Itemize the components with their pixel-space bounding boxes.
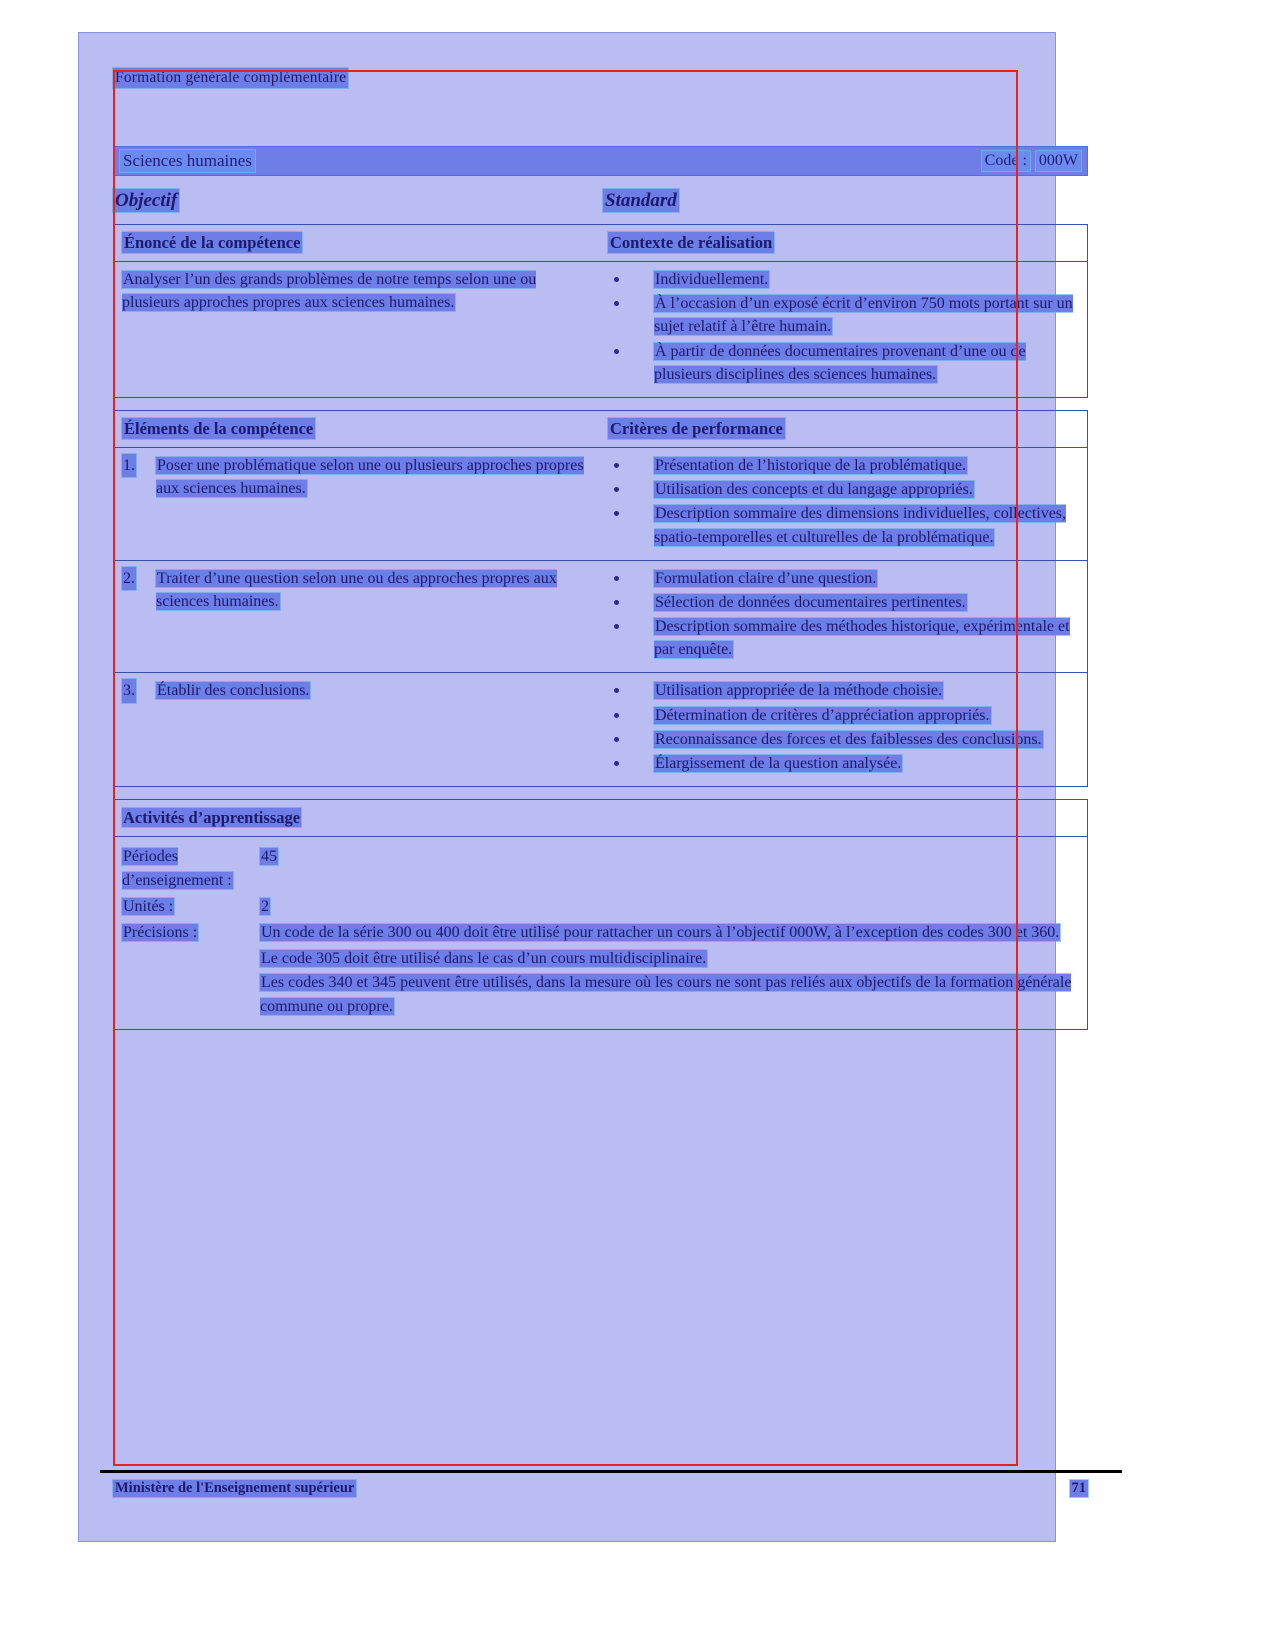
criteres-header-label: Critères de performance [610,418,783,438]
precisions-value-cell: Un code de la série 300 ou 400 doit être utilisé pour rattacher un cours à l’objectif 000W, à l’exception des codes 300 et 360. [261,924,1060,942]
list-item: À partir de données documentaires provenant d’une ou de plusieurs disciplines des sciences humaines. [608,340,1079,386]
list-item: Sélection de données documentaires pertinentes. [608,591,1079,614]
list-item: À l’occasion d’un exposé écrit d’environ 750 mots portant sur un sujet relatif à l’être humain. [608,292,1079,338]
table-row [114,673,1087,786]
periods-value-cell: 45 [261,848,277,866]
course-title-bar [113,146,1088,176]
list-item: Formulation claire d’une question. [608,567,1079,590]
element-cell: 2. Traiter d’une question selon une ou des approches propres aux sciences humaines. [114,561,604,673]
periods-label-cell: Périodes d’enseignement : [122,848,232,890]
units-line [122,895,1079,919]
units-label-cell: Unités : [123,898,174,916]
course-code [982,151,1081,171]
precisions-line-2: Le code 305 doit être utilisé dans le cas d’un cours multidisciplinaire. [261,950,707,968]
competence-statement: Analyser l’un des grands problèmes de notre temps selon une ou plusieurs approches propres aux sciences humaines. [122,271,537,312]
standard-cell [603,190,679,212]
periods-line [122,845,1079,893]
objectif-label: Objectif [115,190,178,211]
competence-context-cell [604,262,1087,397]
context-list [608,268,1079,386]
elements-header-right [604,411,1087,447]
precisions-line-3: Les codes 340 et 345 peuvent être utilisés, dans la mesure où les cours ne sont pas reliés aux objectifs de la formation générale commune ou propre. [260,974,1072,1016]
activities-body [114,837,1087,1029]
elements-header-row [114,411,1087,448]
list-item: Individuellement. [608,268,1079,291]
elements-header-label: Éléments de la compétence [124,418,314,438]
list-item: Détermination de critères d’appréciation appropriés. [608,704,1079,727]
competence-header-left [114,225,604,261]
standard-label: Standard [605,190,677,211]
activities-table [113,799,1088,1030]
objectif-standard-row [113,190,1018,212]
enonce-header-label: Énoncé de la compétence [124,233,301,252]
activities-header [114,800,1087,837]
page-number: 71 [1071,1480,1086,1496]
competence-body-row [114,262,1087,397]
list-item: Description sommaire des méthodes historique, expérimentale et par enquête. [608,615,1079,661]
competence-table [113,224,1088,398]
units-value-cell: 2 [261,898,269,916]
competence-statement-cell [114,262,604,397]
objectif-cell [113,190,603,212]
course-title: Sciences humaines [120,150,255,172]
list-item: Élargissement de la question analysée. [608,752,1079,775]
list-item: Utilisation des concepts et du langage appropriés. [608,478,1079,501]
activities-header-label: Activités d’apprentissage [123,808,301,828]
precisions-line [122,921,1079,945]
document-kicker [113,68,1088,88]
document-content [113,68,1088,1030]
kicker-text: Formation générale complémentaire [115,69,347,86]
criteria-cell [604,673,1087,786]
criteria-cell [604,448,1087,560]
elements-header-left [114,411,604,447]
table-row [114,561,1087,674]
criteria-cell [604,561,1087,673]
element-cell: 1. Poser une problématique selon une ou plusieurs approches propres aux sciences humaines. [114,448,604,560]
footer-divider [100,1470,1122,1473]
competence-header-row [114,225,1087,262]
elements-table [113,410,1088,787]
contexte-header-label: Contexte de réalisation [610,233,773,252]
list-item: Présentation de l’historique de la problématique. [608,454,1079,477]
code-value: 000W [1036,151,1081,171]
list-item: Utilisation appropriée de la méthode choisie. [608,679,1079,702]
list-item: Reconnaissance des forces et des faiblesses des conclusions. [608,728,1079,751]
list-item: Description sommaire des dimensions individuelles, collectives, spatio-temporelles et culturelles de la problématique. [608,502,1079,548]
code-label: Code : [982,151,1030,171]
competence-header-right [604,225,1087,261]
element-cell: 3. Établir des conclusions. [114,673,604,786]
table-row [114,448,1087,561]
precisions-label-cell: Précisions : [123,924,198,942]
footer-ministry-label: Ministère de l'Enseignement supérieur [115,1480,355,1496]
page-footer [113,1480,1088,1497]
